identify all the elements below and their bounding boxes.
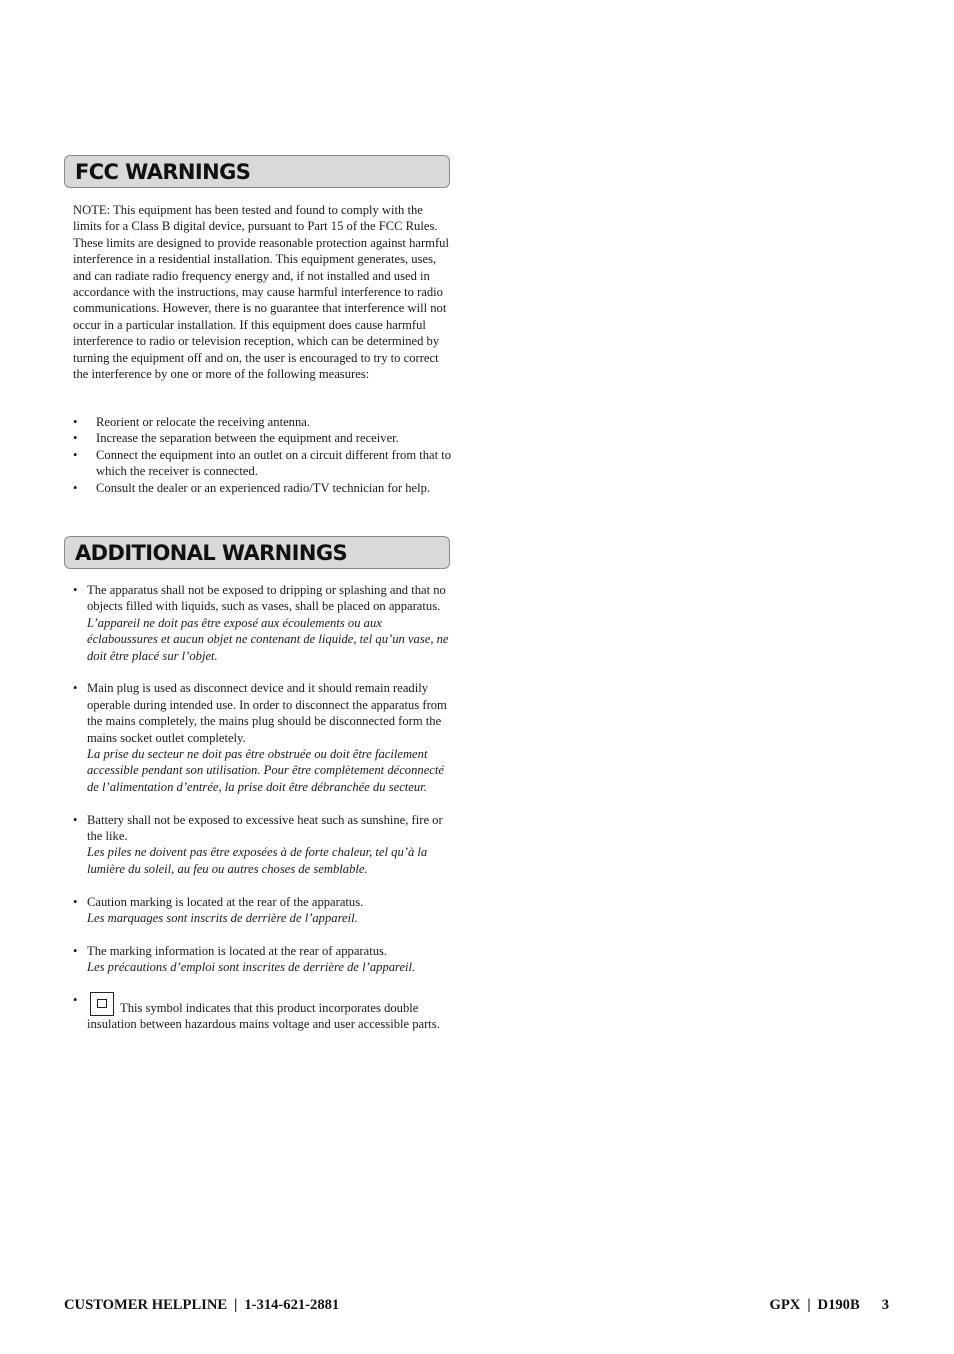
warning-text-en: Main plug is used as disconnect device and it should remain readily operable during intended use. In order to disconnect the apparatus from the mains completely, the mains plug should be disconnected form the mains socket outlet completely. xyxy=(87,681,447,745)
fcc-note-paragraph: NOTE: This equipment has been tested and found to comply with the limits for a Class B digital device, pursuant to Part 15 of the FCC Rules. These limits are designed to provide reasonable protection against harmful interference in a residential installation. This equipment generates, uses, and can radiate radio frequency energy and, if not installed and used in accordance with the instructions, may cause harmful interference to radio communications. However, there is no guarantee that interference will not occur in a particular installation. If this equipment does cause harmful interference to radio or television reception, which can be determined by turning the equipment off and on, the user is encouraged to try to correct the interference by one or more of the following measures: xyxy=(73,203,449,382)
fcc-warnings-title: FCC WARNINGS xyxy=(75,159,251,184)
fcc-warnings-header xyxy=(64,155,450,188)
list-item xyxy=(73,680,453,795)
additional-warnings-list xyxy=(73,582,453,1032)
footer-separator: | xyxy=(234,1297,238,1313)
warning-text-en: Battery shall not be exposed to excessive heat such as sunshine, fire or the like. xyxy=(87,812,443,844)
warning-text-fr: Les marquages sont inscrits de derrière de l’appareil. xyxy=(87,911,358,926)
additional-warnings-header xyxy=(64,536,450,569)
brand-name: GPX xyxy=(769,1297,801,1313)
additional-warnings-title: ADDITIONAL WARNINGS xyxy=(75,540,348,565)
symbol-line xyxy=(87,992,453,1016)
helpline-label: CUSTOMER HELPLINE xyxy=(64,1297,228,1313)
page-number: 3 xyxy=(881,1297,889,1313)
list-item: • Consult the dealer or an experienced radio/TV technician for help. xyxy=(73,480,453,496)
warning-text-fr: Les piles ne doivent pas être exposées à de forte chaleur, tel qu’à la lumière du soleil, au feu ou autres choses de semblable. xyxy=(87,845,428,876)
list-item: • Reorient or relocate the receiving antenna. xyxy=(73,414,453,430)
warning-text-fr: L’appareil ne doit pas être exposé aux écoulements ou aux éclaboussures et aucun objet ne contenant de liquide, tel qu’un vase, ne doit être placé sur l’objet. xyxy=(87,615,449,663)
fcc-measures-list xyxy=(73,414,453,496)
list-item xyxy=(73,943,453,976)
list-item xyxy=(73,992,453,1032)
model-number: D190B xyxy=(817,1297,860,1313)
list-item: • Increase the separation between the equipment and receiver. xyxy=(73,430,453,446)
helpline-phone: 1-314-621-2881 xyxy=(244,1297,340,1313)
warning-text-fr: Les précautions d’emploi sont inscrites de derrière de l’appareil. xyxy=(87,960,416,975)
list-item xyxy=(73,582,453,664)
list-item xyxy=(73,894,453,927)
symbol-text-continued: insulation between hazardous mains voltage and user accessible parts. xyxy=(87,1017,440,1032)
list-item xyxy=(73,812,453,878)
warning-text-fr: La prise du secteur ne doit pas être obstruée ou doit être facilement accessible pendant son utilisation. Pour être complètement déconnecté de l’alimentation d’entrée, la prise doit être débranchée du secteur. xyxy=(87,747,444,794)
warning-text-en: The marking information is located at the rear of apparatus. xyxy=(87,943,388,958)
footer-product xyxy=(770,1297,890,1314)
footer-separator: | xyxy=(807,1297,811,1313)
warning-text-en: The apparatus shall not be exposed to dripping or splashing and that no objects filled with liquids, such as vases, shall be placed on apparatus. xyxy=(87,583,446,614)
list-item: • Connect the equipment into an outlet on a circuit different from that to which the receiver is connected. xyxy=(73,447,453,480)
footer-helpline xyxy=(64,1297,339,1314)
symbol-text: • This symbol indicates that this product incorporates double xyxy=(120,1000,419,1015)
double-insulation-icon xyxy=(90,992,114,1016)
warning-text-en: Caution marking is located at the rear of the apparatus. xyxy=(87,894,364,909)
